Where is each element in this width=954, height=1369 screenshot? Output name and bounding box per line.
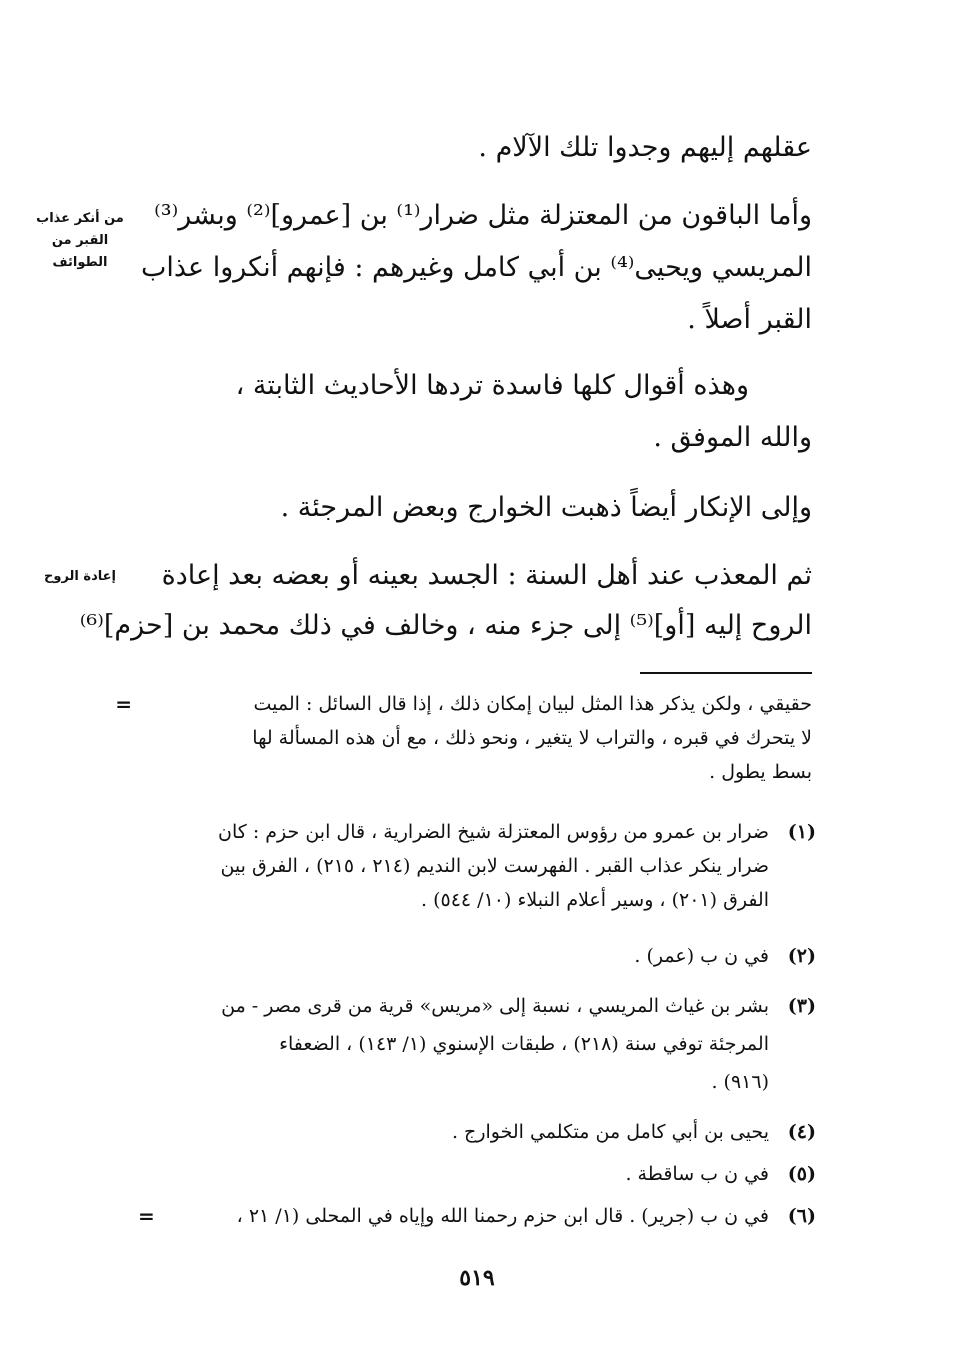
footnote-number: (٣) <box>787 995 816 1017</box>
main-text-line: وإلى الإنكار أيضاً ذهبت الخوارج وبعض المرجئة . <box>280 492 812 523</box>
margin-note-line: الطوائف <box>52 255 108 270</box>
footnote-separator <box>640 672 812 674</box>
footnote-number: (٤) <box>787 1121 816 1143</box>
footnote-line: المرجئة توفي سنة (٢١٨) ، طبقات الإسنوي (١/ ١٤٣) ، الضعفاء <box>279 1033 769 1055</box>
footnote-line: حقيقي ، ولكن يذكر هذا المثل لبيان إمكان ذلك ، إذا قال السائل : الميت <box>253 693 812 715</box>
footnote-line: لا يتحرك في قبره ، والتراب لا يتغير ، ونحو ذلك ، مع أن هذه المسألة لها <box>252 727 812 749</box>
footnote-number: (٢) <box>787 945 816 967</box>
main-text-line: المريسي ويحيى⁽⁴⁾ بن أبي كامل وغيرهم : فإنهم أنكروا عذاب <box>140 252 812 283</box>
continuation-mark: = <box>115 692 132 716</box>
continuation-mark: = <box>138 1204 155 1228</box>
margin-note <box>28 208 132 274</box>
page-number: ٥١٩ <box>459 1265 495 1291</box>
main-text-line: والله الموفق . <box>653 422 812 453</box>
margin-note-line: من أنكر عذاب <box>36 211 124 226</box>
main-text-line: وأما الباقون من المعتزلة مثل ضرار⁽¹⁾ بن [عمرو]⁽²⁾ وبشر⁽³⁾ <box>154 200 812 231</box>
margin-note <box>30 566 130 588</box>
main-text-line: عقلهم إليهم وجدوا تلك الآلام . <box>478 132 812 163</box>
footnote-line: بشر بن غياث المريسي ، نسبة إلى «مريس» قرية من قرى مصر - من <box>221 995 769 1017</box>
footnote-line: (٩١٦) . <box>711 1071 769 1093</box>
main-text-line: الروح إليه [أو]⁽⁵⁾ إلى جزء منه ، وخالف في ذلك محمد بن [حزم]⁽⁶⁾ <box>79 610 812 641</box>
footnote-line: يحيى بن أبي كامل من متكلمي الخوارج . <box>451 1121 769 1143</box>
footnote-line: في ن ب (عمر) . <box>634 945 769 967</box>
footnote-line: ضرار ينكر عذاب القبر . الفهرست لابن النديم (٢١٤ ، ٢١٥) ، الفرق بين <box>220 855 769 877</box>
margin-note-line: إعادة الروح <box>44 569 116 584</box>
margin-note-line: القبر من <box>51 233 109 248</box>
footnote-line: في ن ب ساقطة . <box>625 1163 769 1185</box>
footnote-line: ضرار بن عمرو من رؤوس المعتزلة شيخ الضرارية ، قال ابن حزم : كان <box>218 821 769 843</box>
footnote-number: (٦) <box>787 1205 816 1227</box>
main-text-line: القبر أصلاً . <box>687 304 812 335</box>
footnote-line: في ن ب (جرير) . قال ابن حزم رحمنا الله وإياه في المحلى (١/ ٢١ ، <box>236 1205 769 1227</box>
footnote-number: (١) <box>787 821 816 843</box>
footnote-number: (٥) <box>787 1163 816 1185</box>
footnote-line: بسط يطول . <box>709 761 812 783</box>
main-text-line: ثم المعذب عند أهل السنة : الجسد بعينه أو بعضه بعد إعادة <box>161 560 812 591</box>
footnote-line: الفرق (٢٠١) ، وسير أعلام النبلاء (١٠/ ٥٤٤) . <box>421 889 769 911</box>
main-text-line: وهذه أقوال كلها فاسدة تردها الأحاديث الثابتة ، <box>235 370 749 401</box>
